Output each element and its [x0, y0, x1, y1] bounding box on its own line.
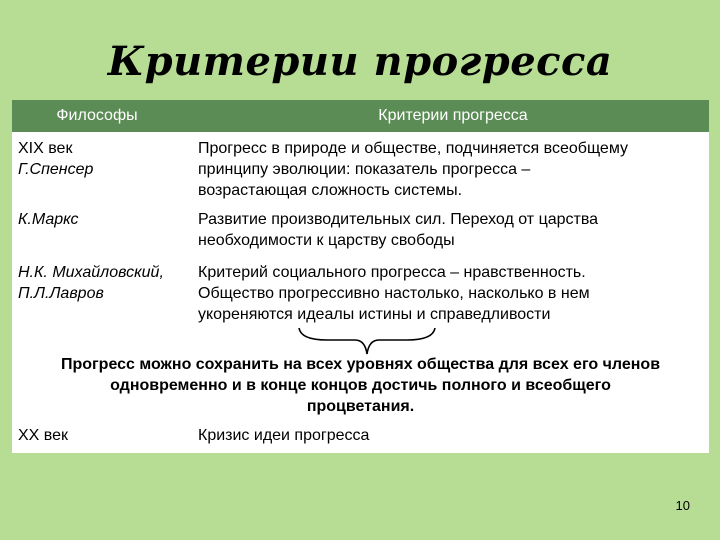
header-philosophers: Философы: [56, 107, 138, 124]
table-header: [12, 100, 709, 132]
criteria-line: Прогресс в природе и обществе, подчиняется всеобщему: [198, 140, 628, 157]
philosopher-cell: [18, 262, 196, 304]
criteria-line: необходимости к царству свободы: [198, 232, 455, 249]
criteria-cell: [198, 209, 703, 251]
page-number: 10: [675, 498, 690, 513]
era-label: XX век: [18, 427, 69, 444]
summary-line: одновременно и в конце концов достичь полного и всеобщего: [110, 377, 611, 394]
criteria-line: укореняются идеалы истины и справедливости: [198, 306, 551, 323]
criteria-line: Кризис идеи прогресса: [198, 427, 370, 444]
slide-title: Критерии прогресса: [107, 38, 613, 85]
criteria-cell: [198, 138, 703, 201]
criteria-line: возрастающая сложность системы.: [198, 182, 463, 199]
philosopher-cell: [18, 209, 196, 230]
philosopher-name: Г.Спенсер: [18, 161, 94, 178]
criteria-line: Развитие производительных сил. Переход от царства: [198, 211, 599, 228]
philosopher-name: К.Маркс: [18, 211, 79, 228]
philosopher-cell: [18, 138, 196, 180]
era-label: XIX век: [18, 140, 73, 157]
philosopher-name: Н.К. Михайловский,: [18, 264, 164, 281]
header-criteria: Критерии прогресса: [378, 107, 528, 124]
curly-brace-icon: [297, 326, 437, 356]
criteria-table: [12, 100, 709, 453]
summary-line: Прогресс можно сохранить на всех уровнях общества для всех его членов: [60, 356, 661, 373]
criteria-line: Критерий социального прогресса – нравственность.: [198, 264, 586, 281]
philosopher-name: П.Л.Лавров: [18, 285, 104, 302]
criteria-line: Общество прогрессивно настолько, насколько в нем: [198, 285, 590, 302]
criteria-line: принципу эволюции: показатель прогресса –: [198, 161, 531, 178]
summary-text: [12, 354, 709, 417]
summary-line: процветания.: [306, 398, 415, 415]
criteria-cell: [198, 262, 703, 325]
